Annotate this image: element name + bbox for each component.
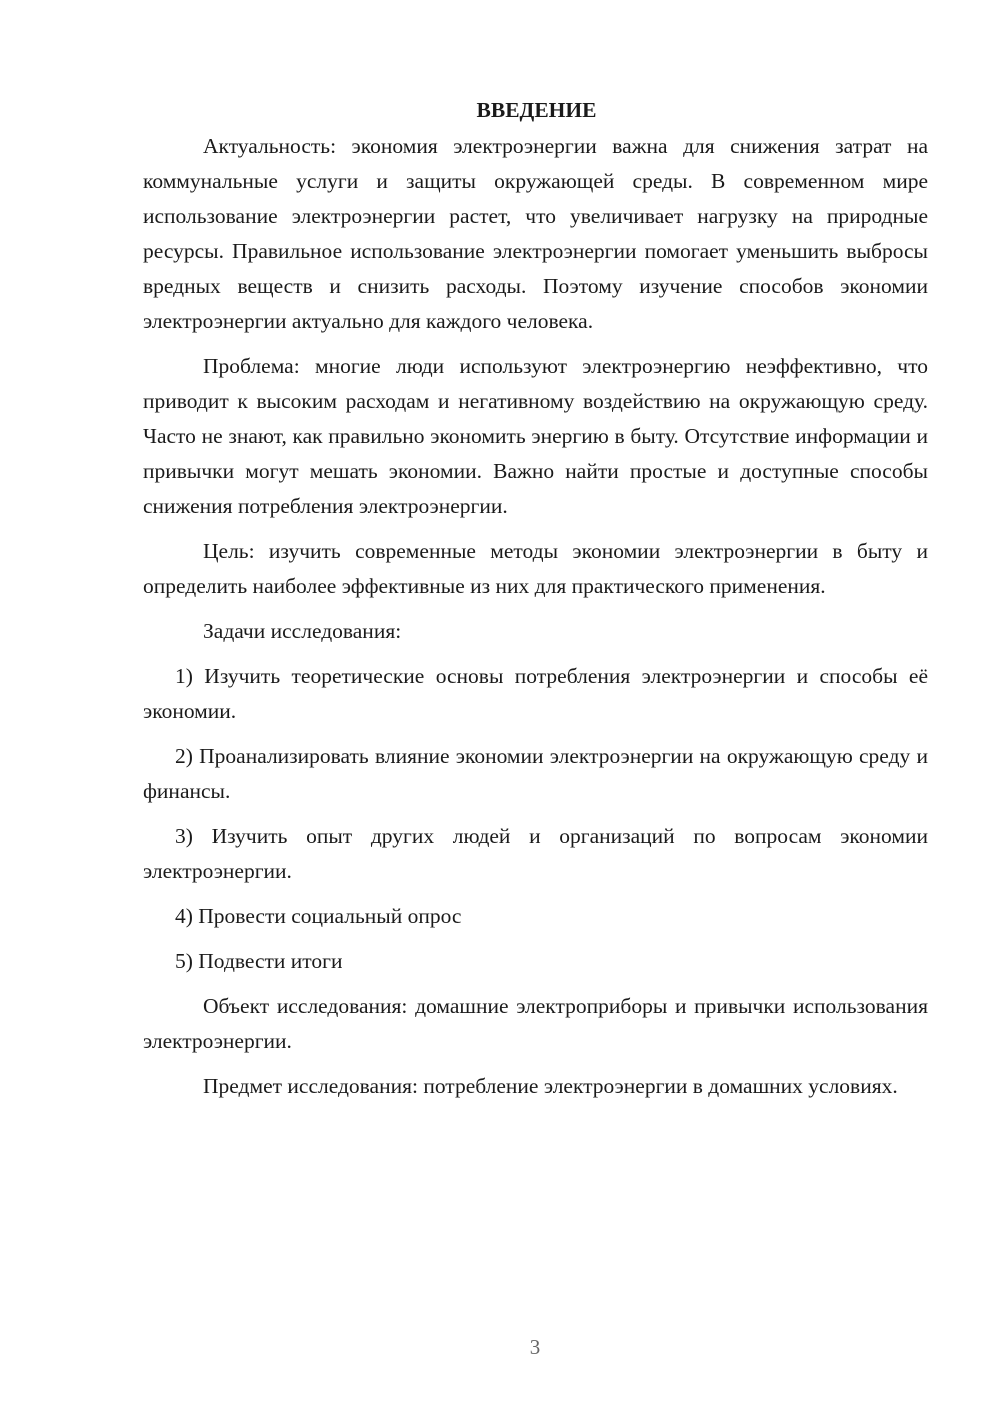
page-title: ВВЕДЕНИЕ [476, 98, 597, 122]
paragraph-object: Объект исследования: домашние электроприборы и привычки использования электроэнергии. [143, 994, 928, 1053]
task-item-5: 5) Подвести итоги [175, 949, 343, 973]
task-item-1: 1) Изучить теоретические основы потребления электроэнергии и способы её экономии. [143, 664, 928, 723]
tasks-heading: Задачи исследования: [203, 619, 402, 643]
page-number: 3 [529, 1335, 541, 1359]
paragraph-goal: Цель: изучить современные методы экономии электроэнергии в быту и определить наиболее эффективные из них для практического применения. [143, 539, 928, 598]
task-item-2: 2) Проанализировать влияние экономии электроэнергии на окружающую среду и финансы. [143, 744, 928, 803]
document-page [143, 92, 928, 1114]
paragraph-relevance: Актуальность: экономия электроэнергии важна для снижения затрат на коммунальные услуги и защиты окружающей среды. В современном мире использование электроэнергии растет, что увеличивает нагрузку на природные ресурсы. Правильное использование электроэнергии помогает уменьшить выбросы вредных веществ и снизить расходы. Поэтому изучение способов экономии электроэнергии актуально для каждого человека. [143, 134, 928, 333]
task-item-4: 4) Провести социальный опрос [175, 904, 462, 928]
task-item-3: 3) Изучить опыт других людей и организаций по вопросам экономии электроэнергии. [143, 824, 928, 883]
paragraph-subject: Предмет исследования: потребление электроэнергии в домашних условиях. [203, 1074, 898, 1098]
paragraph-problem: Проблема: многие люди используют электроэнергию неэффективно, что приводит к высоким расходам и негативному воздействию на окружающую среду. Часто не знают, как правильно экономить энергию в быту. Отсутствие информации и привычки могут мешать экономии. Важно найти простые и доступные способы снижения потребления электроэнергии. [143, 354, 928, 518]
